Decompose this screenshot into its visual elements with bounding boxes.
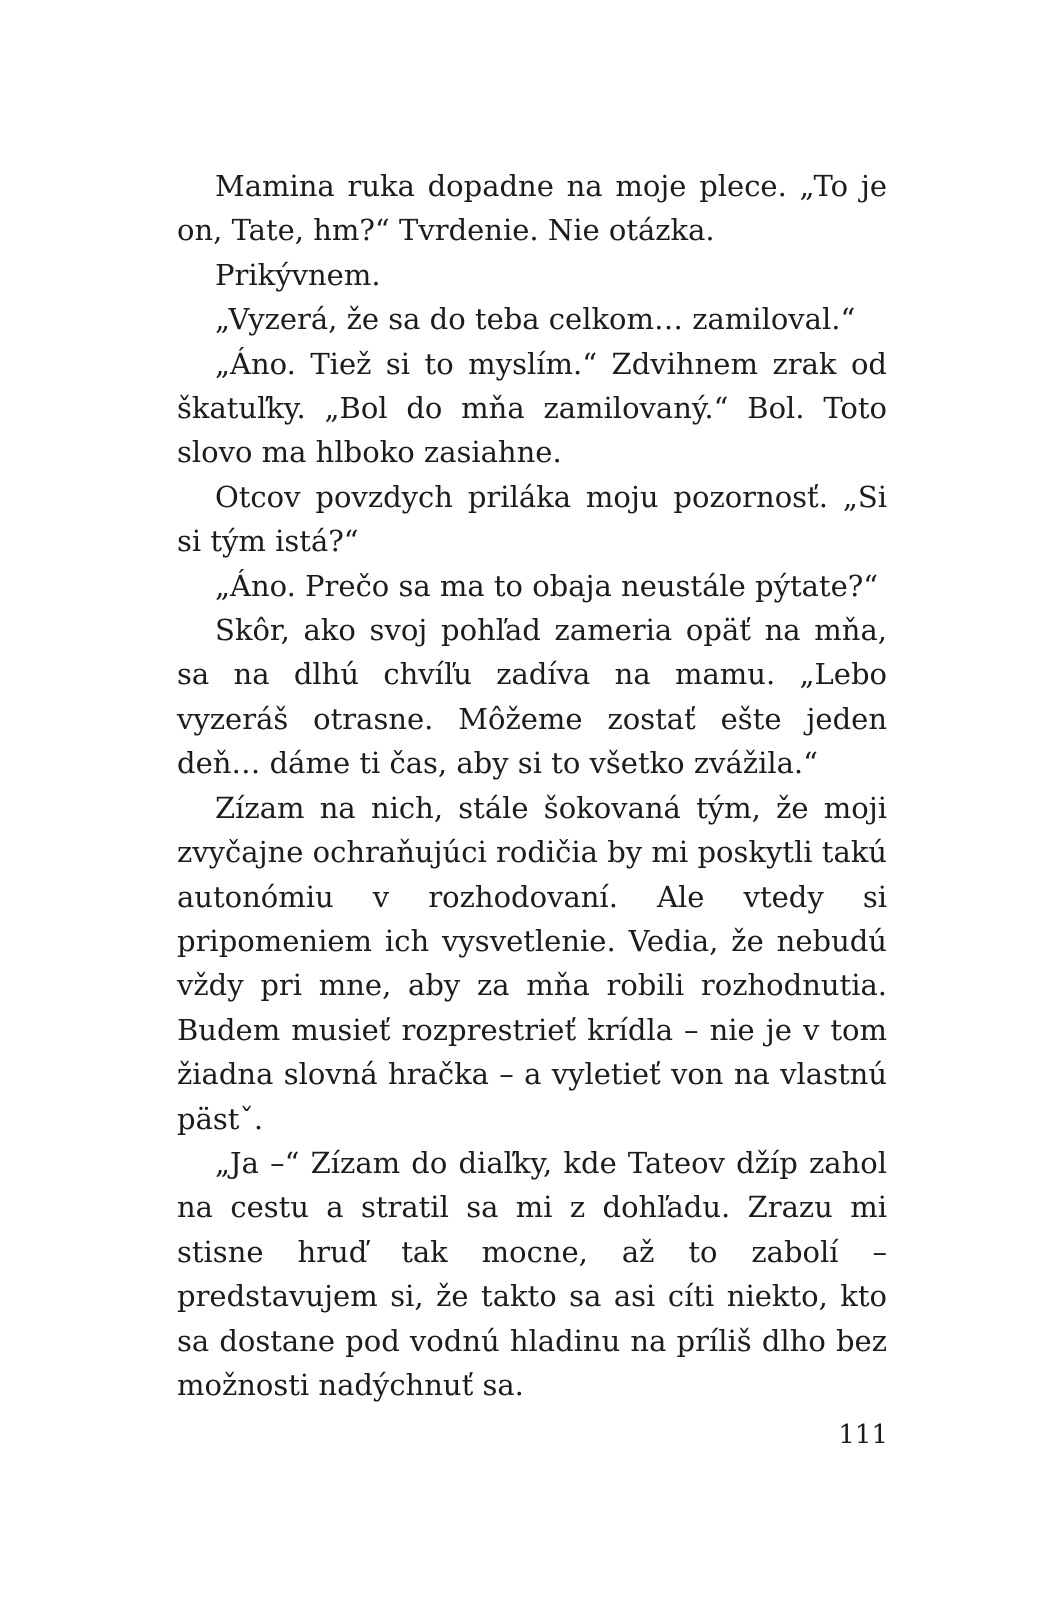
paragraph-7: Skôr, ako svoj pohľad zameria opäť na mňa, sa na dlhú chvíľu zadíva na mamu. „Lebo vyzeráš otrasne. Môžeme zostať ešte jeden deň… dáme ti čas, aby si to všetko zvážila.“ (177, 613, 887, 781)
paragraph-2: Prikývnem. (215, 257, 381, 292)
paragraph-5: Otcov povzdych priláka moju pozornosť. „Si si tým istá?“ (177, 479, 887, 559)
paragraph-4: „Áno. Tiež si to myslím.“ Zdvihnem zrak od škatuľky. „Bol do mňa zamilovaný.“ Bol. Toto slovo ma hlboko zasiahne. (177, 346, 887, 470)
paragraph-9: „Ja –“ Zízam do diaľky, kde Tateov džíp zahol na cestu a stratil sa mi z dohľadu. Zrazu mi stisne hruď tak mocne, až to zabolí – predstavujem si, že takto sa asi cíti niekto, kto sa dostane pod vodnú hladinu na príliš dlho bez možnosti nadýchnuť sa. (177, 1145, 887, 1402)
paragraph-6: „Áno. Prečo sa ma to obaja neustále pýtate?“ (215, 568, 879, 603)
paragraph-8: Zízam na nich, stále šokovaná tým, že moji zvyčajne ochraňujúci rodičia by mi poskytli takú autonómiu v rozhodovaní. Ale vtedy si pripomeniem ich vysvetlenie. Vedia, že nebudú vždy pri mne, aby za mňa robili rozhodnutia. Budem musieť rozprestrieť krídla – nie je v tom žiadna slovná hračka – a vyletieť von na vlastnú pästˇ. (177, 790, 887, 1136)
paragraph-3: „Vyzerá, že sa do teba celkom… zamiloval.“ (215, 302, 856, 337)
body-text (177, 164, 887, 1407)
paragraph-1: Mamina ruka dopadne na moje plece. „To je on, Tate, hm?“ Tvrdenie. Nie otázka. (177, 169, 887, 248)
page-number: 111 (838, 1420, 888, 1450)
